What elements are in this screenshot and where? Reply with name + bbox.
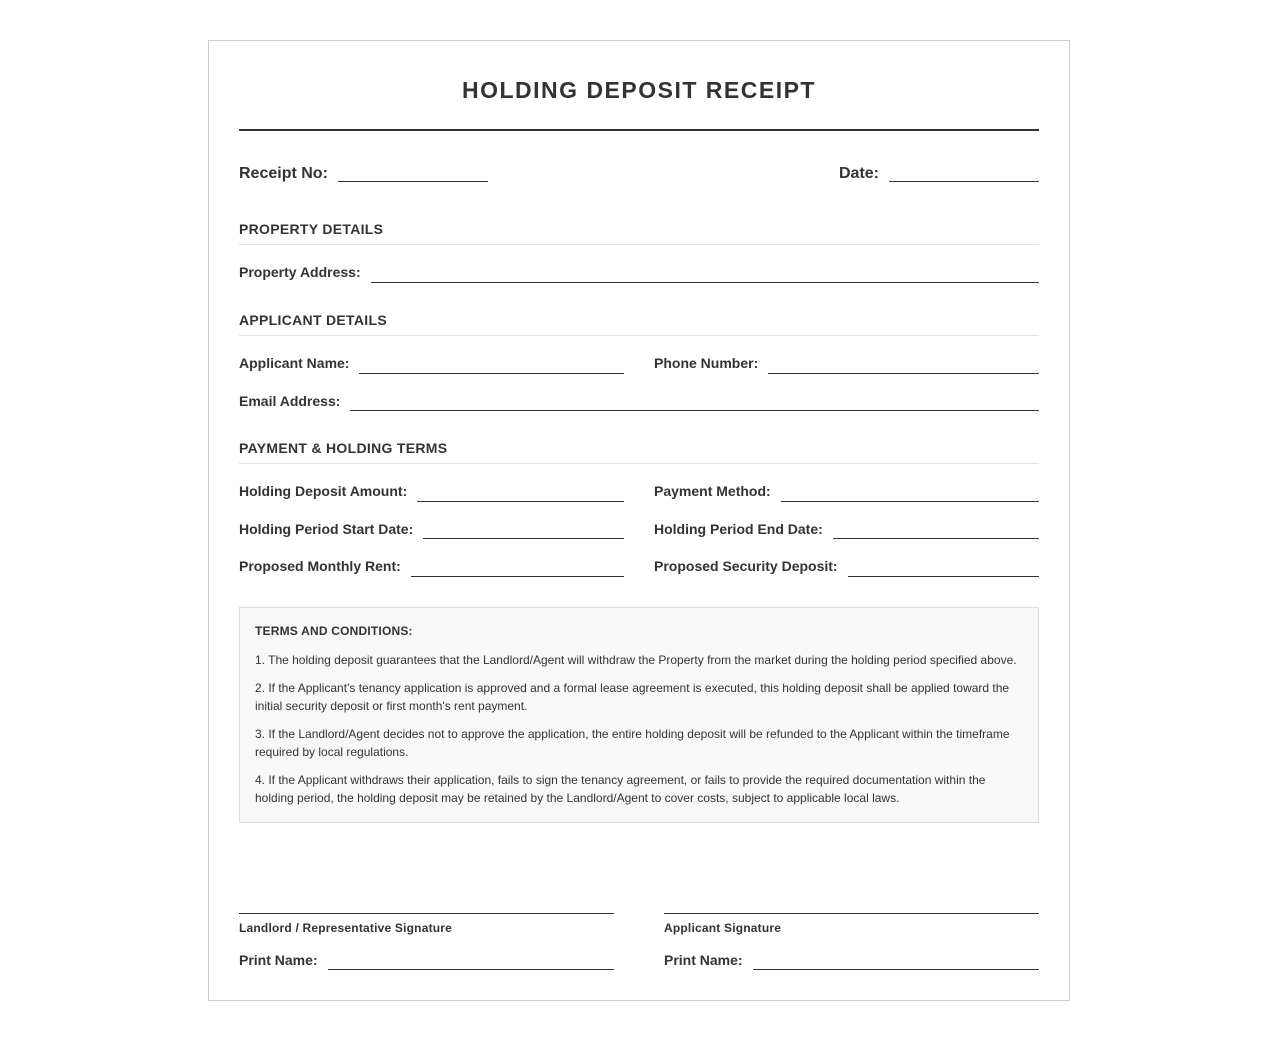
payment-section-divider	[239, 463, 1039, 464]
phone-number-field[interactable]	[768, 373, 1039, 374]
payment-method-field[interactable]	[781, 501, 1039, 502]
term-item: 3. If the Landlord/Agent decides not to approve the application, the entire holding deposit will be refunded to the Applicant within the timeframe required by local regulations.	[255, 727, 1010, 759]
terms-title: TERMS AND CONDITIONS:	[255, 624, 413, 638]
start-date-label: Holding Period Start Date:	[239, 521, 414, 537]
receipt-no-field[interactable]	[338, 181, 488, 182]
monthly-rent-label: Proposed Monthly Rent:	[239, 558, 401, 574]
property-section-title: PROPERTY DETAILS	[239, 221, 384, 237]
receipt-document	[208, 40, 1070, 1001]
applicant-signature-label: Applicant Signature	[664, 921, 782, 935]
payment-section-title: PAYMENT & HOLDING TERMS	[239, 440, 448, 456]
landlord-print-name-label: Print Name:	[239, 952, 318, 968]
landlord-signature-field[interactable]	[239, 913, 614, 914]
email-address-label: Email Address:	[239, 393, 341, 409]
property-address-label: Property Address:	[239, 264, 361, 280]
applicant-print-name-label: Print Name:	[664, 952, 743, 968]
applicant-signature-field[interactable]	[664, 913, 1039, 914]
term-item: 1. The holding deposit guarantees that the Landlord/Agent will withdraw the Property from the market during the holding period specified above.	[255, 653, 1017, 667]
term-item: 4. If the Applicant withdraws their application, fails to sign the tenancy agreement, or fails to provide the required documentation within the holding period, the holding deposit may be retained by the Landlord/Agent to cover costs, subject to applicable local laws.	[255, 773, 986, 805]
property-section-divider	[239, 244, 1039, 245]
applicant-section-divider	[239, 335, 1039, 336]
term-item: 2. If the Applicant's tenancy application is approved and a formal lease agreement is executed, this holding deposit shall be applied toward the initial security deposit or first month's rent payment.	[255, 681, 1010, 713]
deposit-amount-field[interactable]	[417, 501, 624, 502]
document-title: HOLDING DEPOSIT RECEIPT	[462, 77, 816, 103]
applicant-print-name-field[interactable]	[753, 969, 1039, 970]
date-field[interactable]	[889, 181, 1039, 182]
terms-box	[239, 607, 1039, 823]
landlord-signature-label: Landlord / Representative Signature	[239, 921, 453, 935]
end-date-label: Holding Period End Date:	[654, 521, 823, 537]
security-deposit-label: Proposed Security Deposit:	[654, 558, 838, 574]
applicant-name-field[interactable]	[359, 373, 624, 374]
applicant-section-title: APPLICANT DETAILS	[239, 312, 387, 328]
monthly-rent-field[interactable]	[411, 576, 624, 577]
property-address-field[interactable]	[371, 282, 1039, 283]
landlord-print-name-field[interactable]	[328, 969, 614, 970]
end-date-field[interactable]	[833, 538, 1039, 539]
security-deposit-field[interactable]	[848, 576, 1039, 577]
date-label: Date:	[839, 165, 880, 182]
email-address-field[interactable]	[350, 410, 1039, 411]
deposit-amount-label: Holding Deposit Amount:	[239, 483, 408, 499]
receipt-no-label: Receipt No:	[239, 165, 328, 182]
start-date-field[interactable]	[423, 538, 624, 539]
payment-method-label: Payment Method:	[654, 483, 771, 499]
title-divider	[239, 129, 1039, 131]
applicant-name-label: Applicant Name:	[239, 355, 350, 371]
phone-number-label: Phone Number:	[654, 355, 759, 371]
